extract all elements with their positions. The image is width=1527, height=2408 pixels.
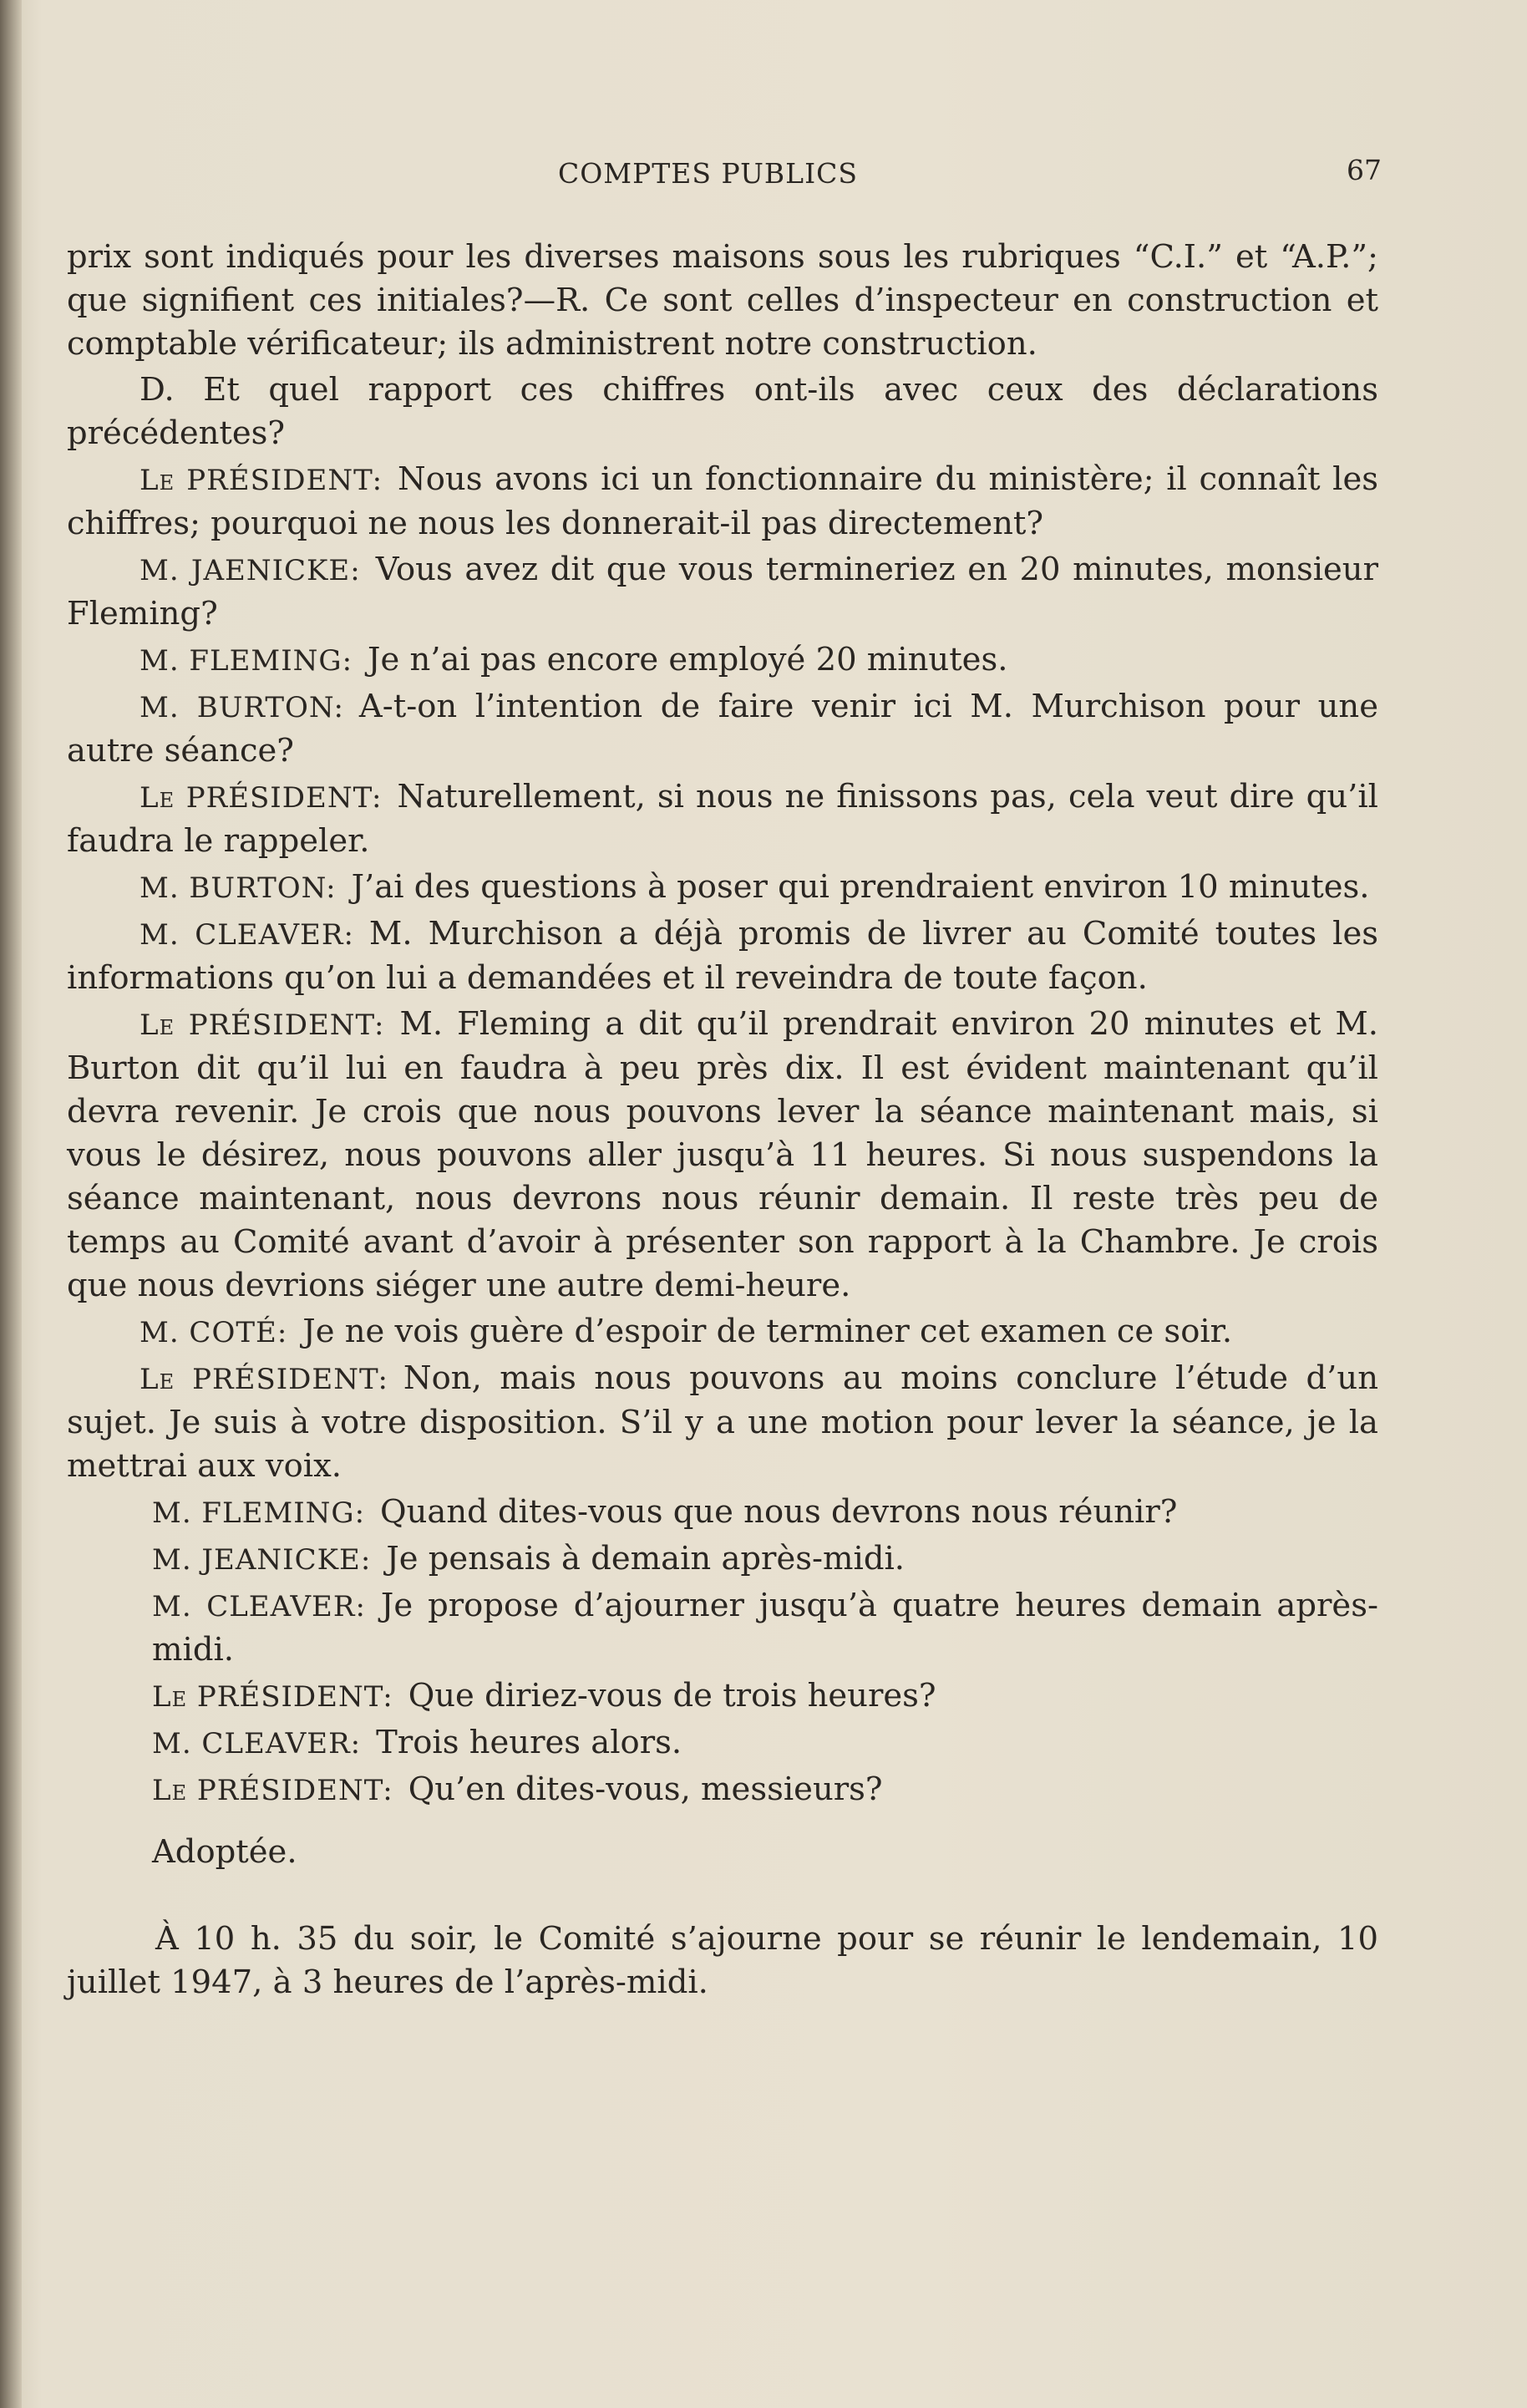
paragraph <box>67 236 1378 366</box>
speaker-label: Le PRÉSIDENT: <box>152 1774 393 1807</box>
speaker-label: M. BURTON: <box>140 691 344 724</box>
paragraph <box>67 1537 1378 1582</box>
speaker-label: M. CLEAVER: <box>152 1590 366 1623</box>
paragraph-text: Je ne vois guère d’espoir de terminer cet examen ce soir. <box>302 1313 1233 1350</box>
paragraph-text: Je n’ai pas encore employé 20 minutes. <box>368 641 1008 678</box>
speaker-label: M. BURTON: <box>140 871 337 905</box>
speaker-label: M. JEANICKE: <box>152 1543 372 1577</box>
speaker-label: M. COTÉ: <box>140 1316 288 1349</box>
paragraph-text: Nous avons ici un fonctionnaire du ministère; il connaît les chiffres; pourquoi ne nous les donnerait-il pas directement? <box>67 460 1378 542</box>
paragraph <box>67 458 1378 546</box>
paragraph <box>67 1674 1378 1719</box>
paragraph-text: Je propose d’ajourner jusqu’à quatre heures demain après-midi. <box>152 1587 1378 1669</box>
paragraph <box>67 775 1378 863</box>
paragraph <box>67 1310 1378 1354</box>
paragraph-text: Trois heures alors. <box>376 1724 682 1761</box>
closing-paragraph: À 10 h. 35 du soir, le Comité s’ajourne pour se réunir le lendemain, 10 juillet 1947, à 3 heures de l’après-midi. <box>67 1920 1378 2001</box>
speaker-label: Le PRÉSIDENT: <box>140 1363 388 1396</box>
paragraph <box>67 1721 1378 1765</box>
speaker-label: Le PRÉSIDENT: <box>140 464 383 497</box>
speaker-label: M. FLEMING: <box>152 1496 366 1530</box>
running-title: COMPTES PUBLICS <box>558 157 858 190</box>
paragraph-text: prix sont indiqués pour les diverses maisons sous les rubriques “C.I.” et “A.P.”; que signifient ces initiales?—R. Ce sont celles d’inspecteur en construction et comptable vérificateur; ils administrent notre construction. <box>67 238 1378 363</box>
paragraph-text: J’ai des questions à poser qui prendraient environ 10 minutes. <box>351 868 1370 906</box>
paragraph <box>67 1357 1378 1488</box>
paragraph <box>67 548 1378 636</box>
speaker-label: Le PRÉSIDENT: <box>140 1008 385 1042</box>
paragraph-text: M. Murchison a déjà promis de livrer au Comité toutes les informations qu’on lui a demandées et il reveindra de toute façon. <box>67 915 1378 997</box>
paragraph-text: Non, mais nous pouvons au moins conclure l’étude d’un sujet. Je suis à votre disposition. S’il y a une motion pour lever la séance, je la mettrai aux voix. <box>67 1359 1378 1485</box>
paragraph <box>67 912 1378 1000</box>
paragraph-text: D. Et quel rapport ces chiffres ont-ils avec ceux des déclarations précédentes? <box>67 371 1378 452</box>
paragraph-text: M. Fleming a dit qu’il prendrait environ 20 minutes et M. Burton dit qu’il lui en faudra à peu près dix. Il est évident maintenant qu’il devra revenir. Je crois que nous pouvons lever la séance maintenant mais, si vous le désirez, nous pouvons aller jusqu’à 11 heures. Si nous suspendons la séance maintenant, nous devrons nous réunir demain. Il reste très peu de temps au Comité avant d’avoir à présenter son rapport à la Chambre. Je crois que nous devrions siéger une autre demi-heure. <box>67 1005 1378 1304</box>
paragraph-text: Naturellement, si nous ne finissons pas, cela veut dire qu’il faudra le rappeler. <box>67 778 1378 860</box>
paragraph <box>67 1584 1378 1672</box>
paragraph <box>67 368 1378 455</box>
speaker-label: Le PRÉSIDENT: <box>140 781 383 815</box>
paragraph <box>67 1003 1378 1308</box>
adopted-line: Adoptée. <box>152 1833 297 1871</box>
paragraph <box>67 1768 1378 1812</box>
speaker-label: M. FLEMING: <box>140 644 353 678</box>
paragraph-text: Vous avez dit que vous termineriez en 20 minutes, monsieur Fleming? <box>67 551 1379 632</box>
page-number: 67 <box>1347 154 1382 186</box>
paragraph <box>67 685 1378 773</box>
book-spine-shadow <box>0 0 22 2408</box>
speaker-label: Le PRÉSIDENT: <box>152 1680 393 1714</box>
paragraph <box>67 638 1378 683</box>
speaker-label: M. CLEAVER: <box>152 1727 362 1760</box>
paragraph-text: A-t-on l’intention de faire venir ici M. Murchison pour une autre séance? <box>67 688 1378 770</box>
paragraph-text: Je pensais à demain après-midi. <box>386 1540 906 1577</box>
paragraph <box>67 1491 1378 1535</box>
speaker-label: M. CLEAVER: <box>140 918 354 952</box>
speaker-label: M. JAENICKE: <box>140 554 361 587</box>
transcript-body <box>67 236 1378 2007</box>
paragraph <box>67 866 1378 910</box>
paragraph-text: Qu’en dites-vous, messieurs? <box>408 1770 883 1808</box>
paragraph-text: Quand dites-vous que nous devrons nous réunir? <box>380 1493 1178 1531</box>
page-header <box>0 154 1527 199</box>
paragraph-text: Que diriez-vous de trois heures? <box>408 1677 936 1715</box>
